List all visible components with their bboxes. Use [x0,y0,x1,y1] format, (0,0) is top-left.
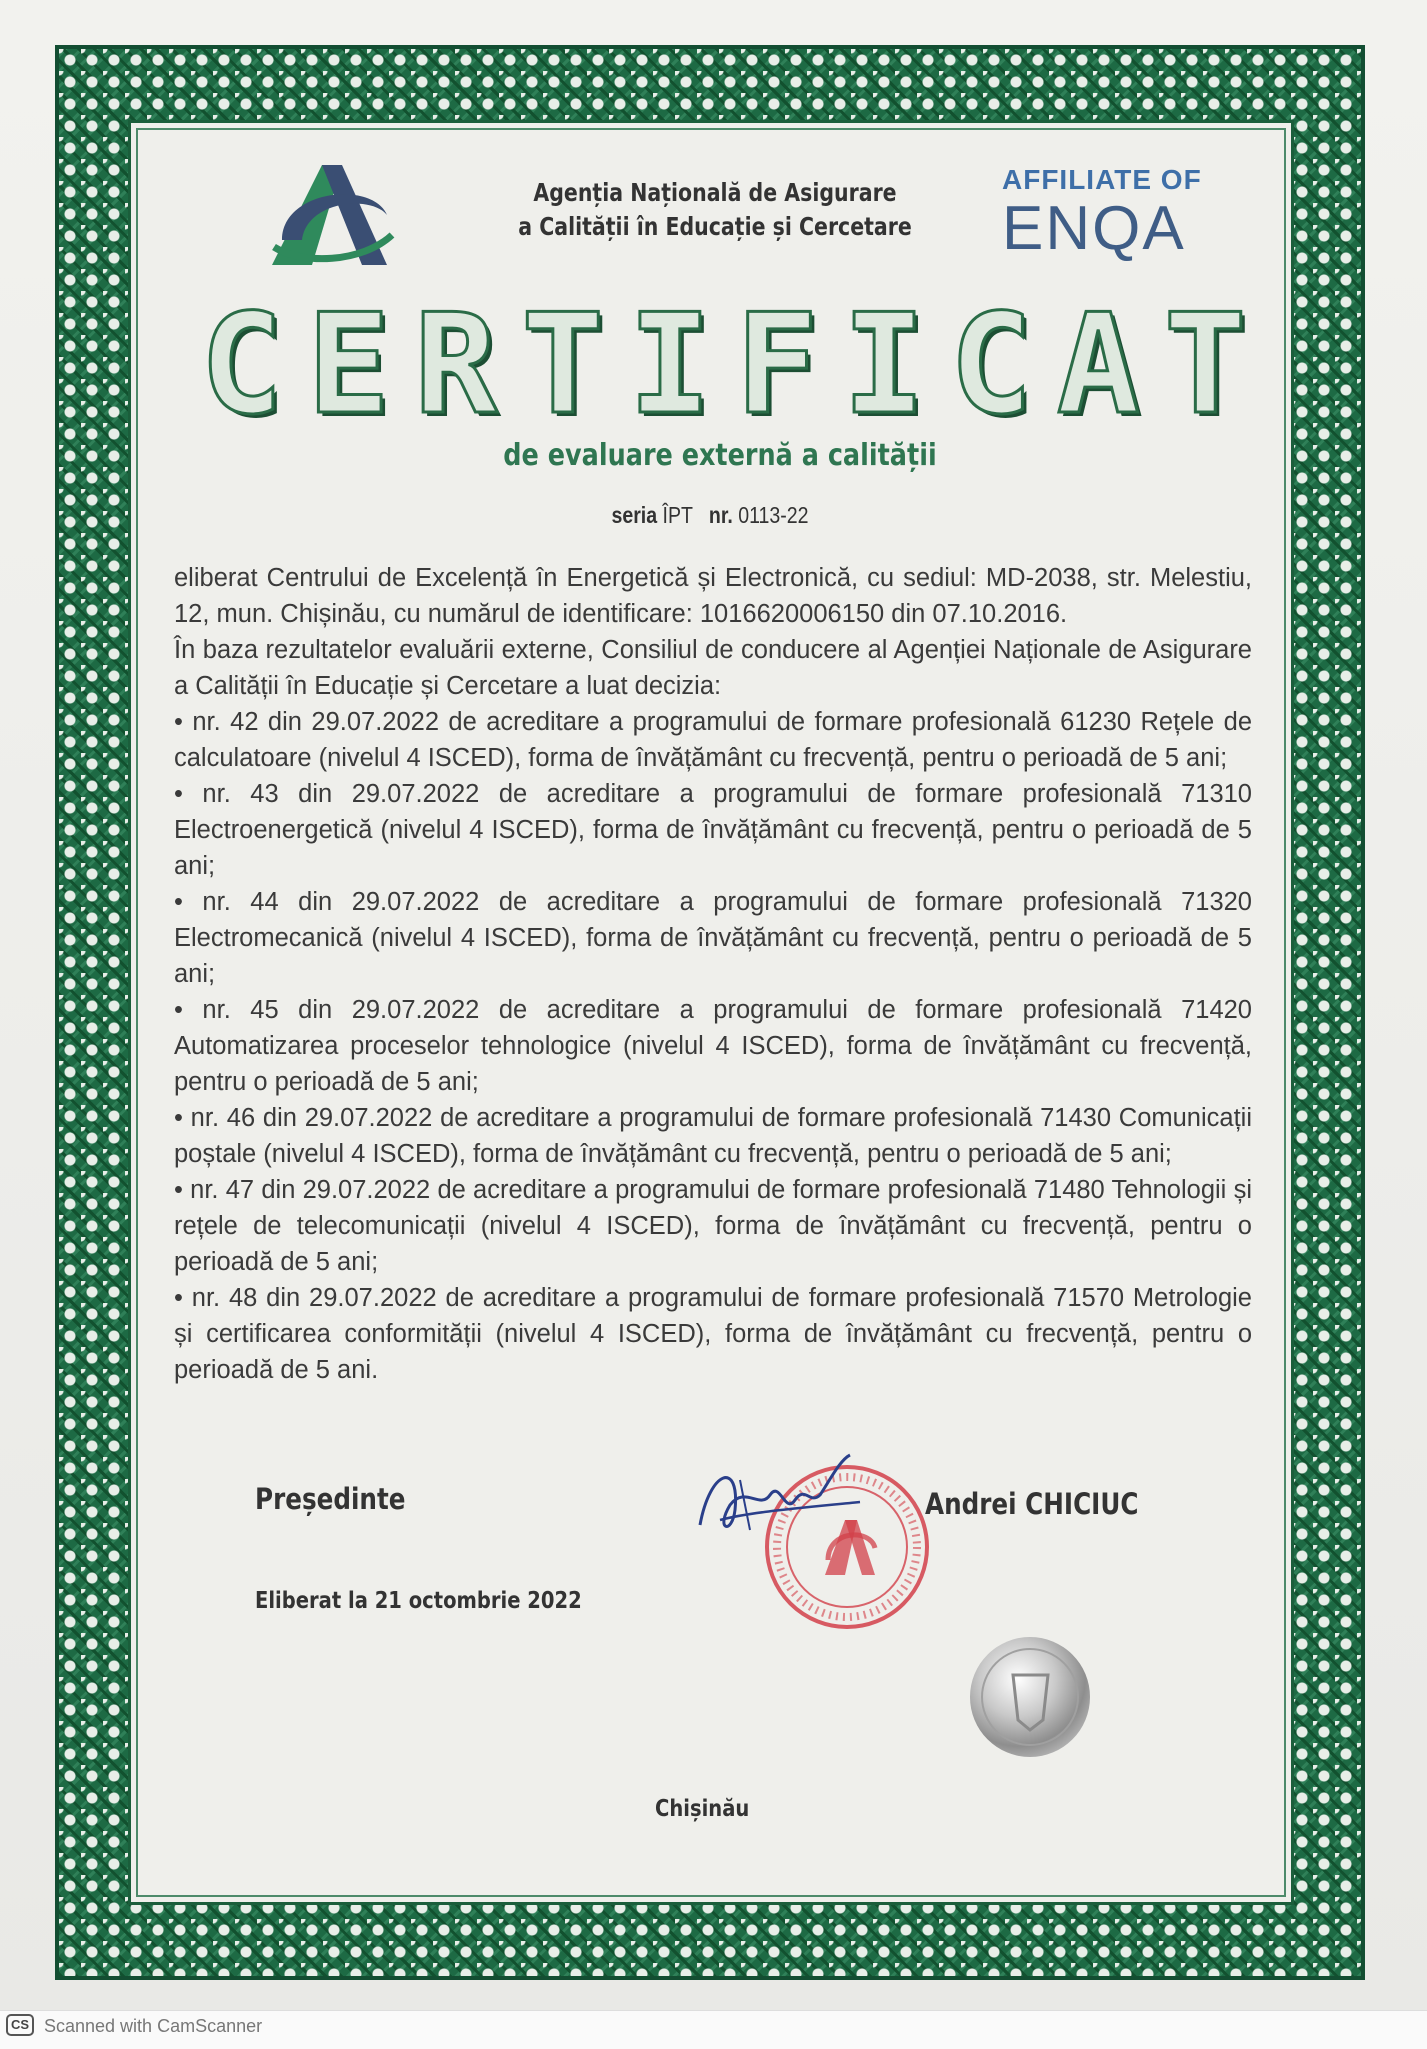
decision-item: • nr. 43 din 29.07.2022 de acreditare a programului de formare profesională 71310 Electroenergetică (nivelul 4 ISCED), forma de învățământ cu frecvență, pentru o perioadă de 5 ani; [174,780,1252,880]
issue-city: Chișinău [655,1796,750,1822]
series-label: seria [611,502,658,528]
series-value: ÎPT [662,502,693,528]
anacec-logo-icon [262,155,402,275]
enqa-affiliate-label: AFFILIATE OF [1002,164,1202,195]
enqa-logo-text: ENQA [1002,194,1186,263]
camscanner-badge-icon: CS [6,2014,34,2036]
decision-item: • nr. 47 din 29.07.2022 de acreditare a programului de formare profesională 71480 Tehnologii și rețele de telecomunicații (nivelul 4 ISCED), forma de învățământ cu frecvență, pentru o perioadă de 5 ani; [174,1176,1252,1276]
agency-name-line1: Agenția Națională de Asigurare [533,178,897,207]
hologram-seal-icon [968,1635,1093,1760]
agency-name-line2: a Calității în Educație și Cercetare [518,212,912,241]
certificate-series [506,502,914,529]
number-value: 0113-22 [738,502,809,528]
camscanner-label: Scanned with CamScanner [44,2016,263,2036]
agency-name [514,176,916,244]
number-label: nr. [708,502,733,528]
president-label: Președinte [255,1482,406,1516]
decision-item: • nr. 46 din 29.07.2022 de acreditare a programului de formare profesională 71430 Comunicații poștale (nivelul 4 ISCED), forma de învățământ cu frecvență, pentru o perioadă de 5 ani; [174,1104,1252,1168]
decision-item: • nr. 44 din 29.07.2022 de acreditare a programului de formare profesională 71320 Electromecanică (nivelul 4 ISCED), forma de învățământ cu frecvență, pentru o perioadă de 5 ani; [174,888,1252,988]
decision-item: • nr. 48 din 29.07.2022 de acreditare a programului de formare profesională 71570 Metrologie și certificarea conformității (nivelul 4 ISCED), forma de învățământ cu frecvență, pentru o perioadă de 5 ani. [174,1284,1252,1384]
certificate-subtitle: de evaluare externă a calității [503,438,937,473]
decision-item: • nr. 45 din 29.07.2022 de acreditare a programului de formare profesională 71420 Automatizarea proceselor tehnologice (nivelul 4 ISCED), forma de învățământ cu frecvență, pentru o perioadă de 5 ani; [174,996,1252,1096]
body-intro: eliberat Centrului de Excelență în Energetică și Electronică, cu sediul: MD-2038, str. Melestiu, 12, mun. Chișinău, cu numărul de identificare: 1016620006150 din 07.10.2016. [174,564,1252,628]
president-signature-icon [690,1450,870,1550]
issue-date: Eliberat la 21 octombrie 2022 [255,1588,582,1614]
president-name: Andrei CHICIUC [925,1487,1139,1521]
body-basis: În baza rezultatelor evaluării externe, Consiliul de conducere al Agenției Naționale de Asigurare a Calității în Educație și Cercetare a luat decizia: [174,636,1252,700]
certificate-body [174,560,1252,1388]
certificate-title: CERTIFICAT [200,284,1271,445]
decision-item: • nr. 42 din 29.07.2022 de acreditare a programului de formare profesională 61230 Rețele de calculatoare (nivelul 4 ISCED), forma de învățământ cu frecvență, pentru o perioadă de 5 ani; [174,708,1252,772]
